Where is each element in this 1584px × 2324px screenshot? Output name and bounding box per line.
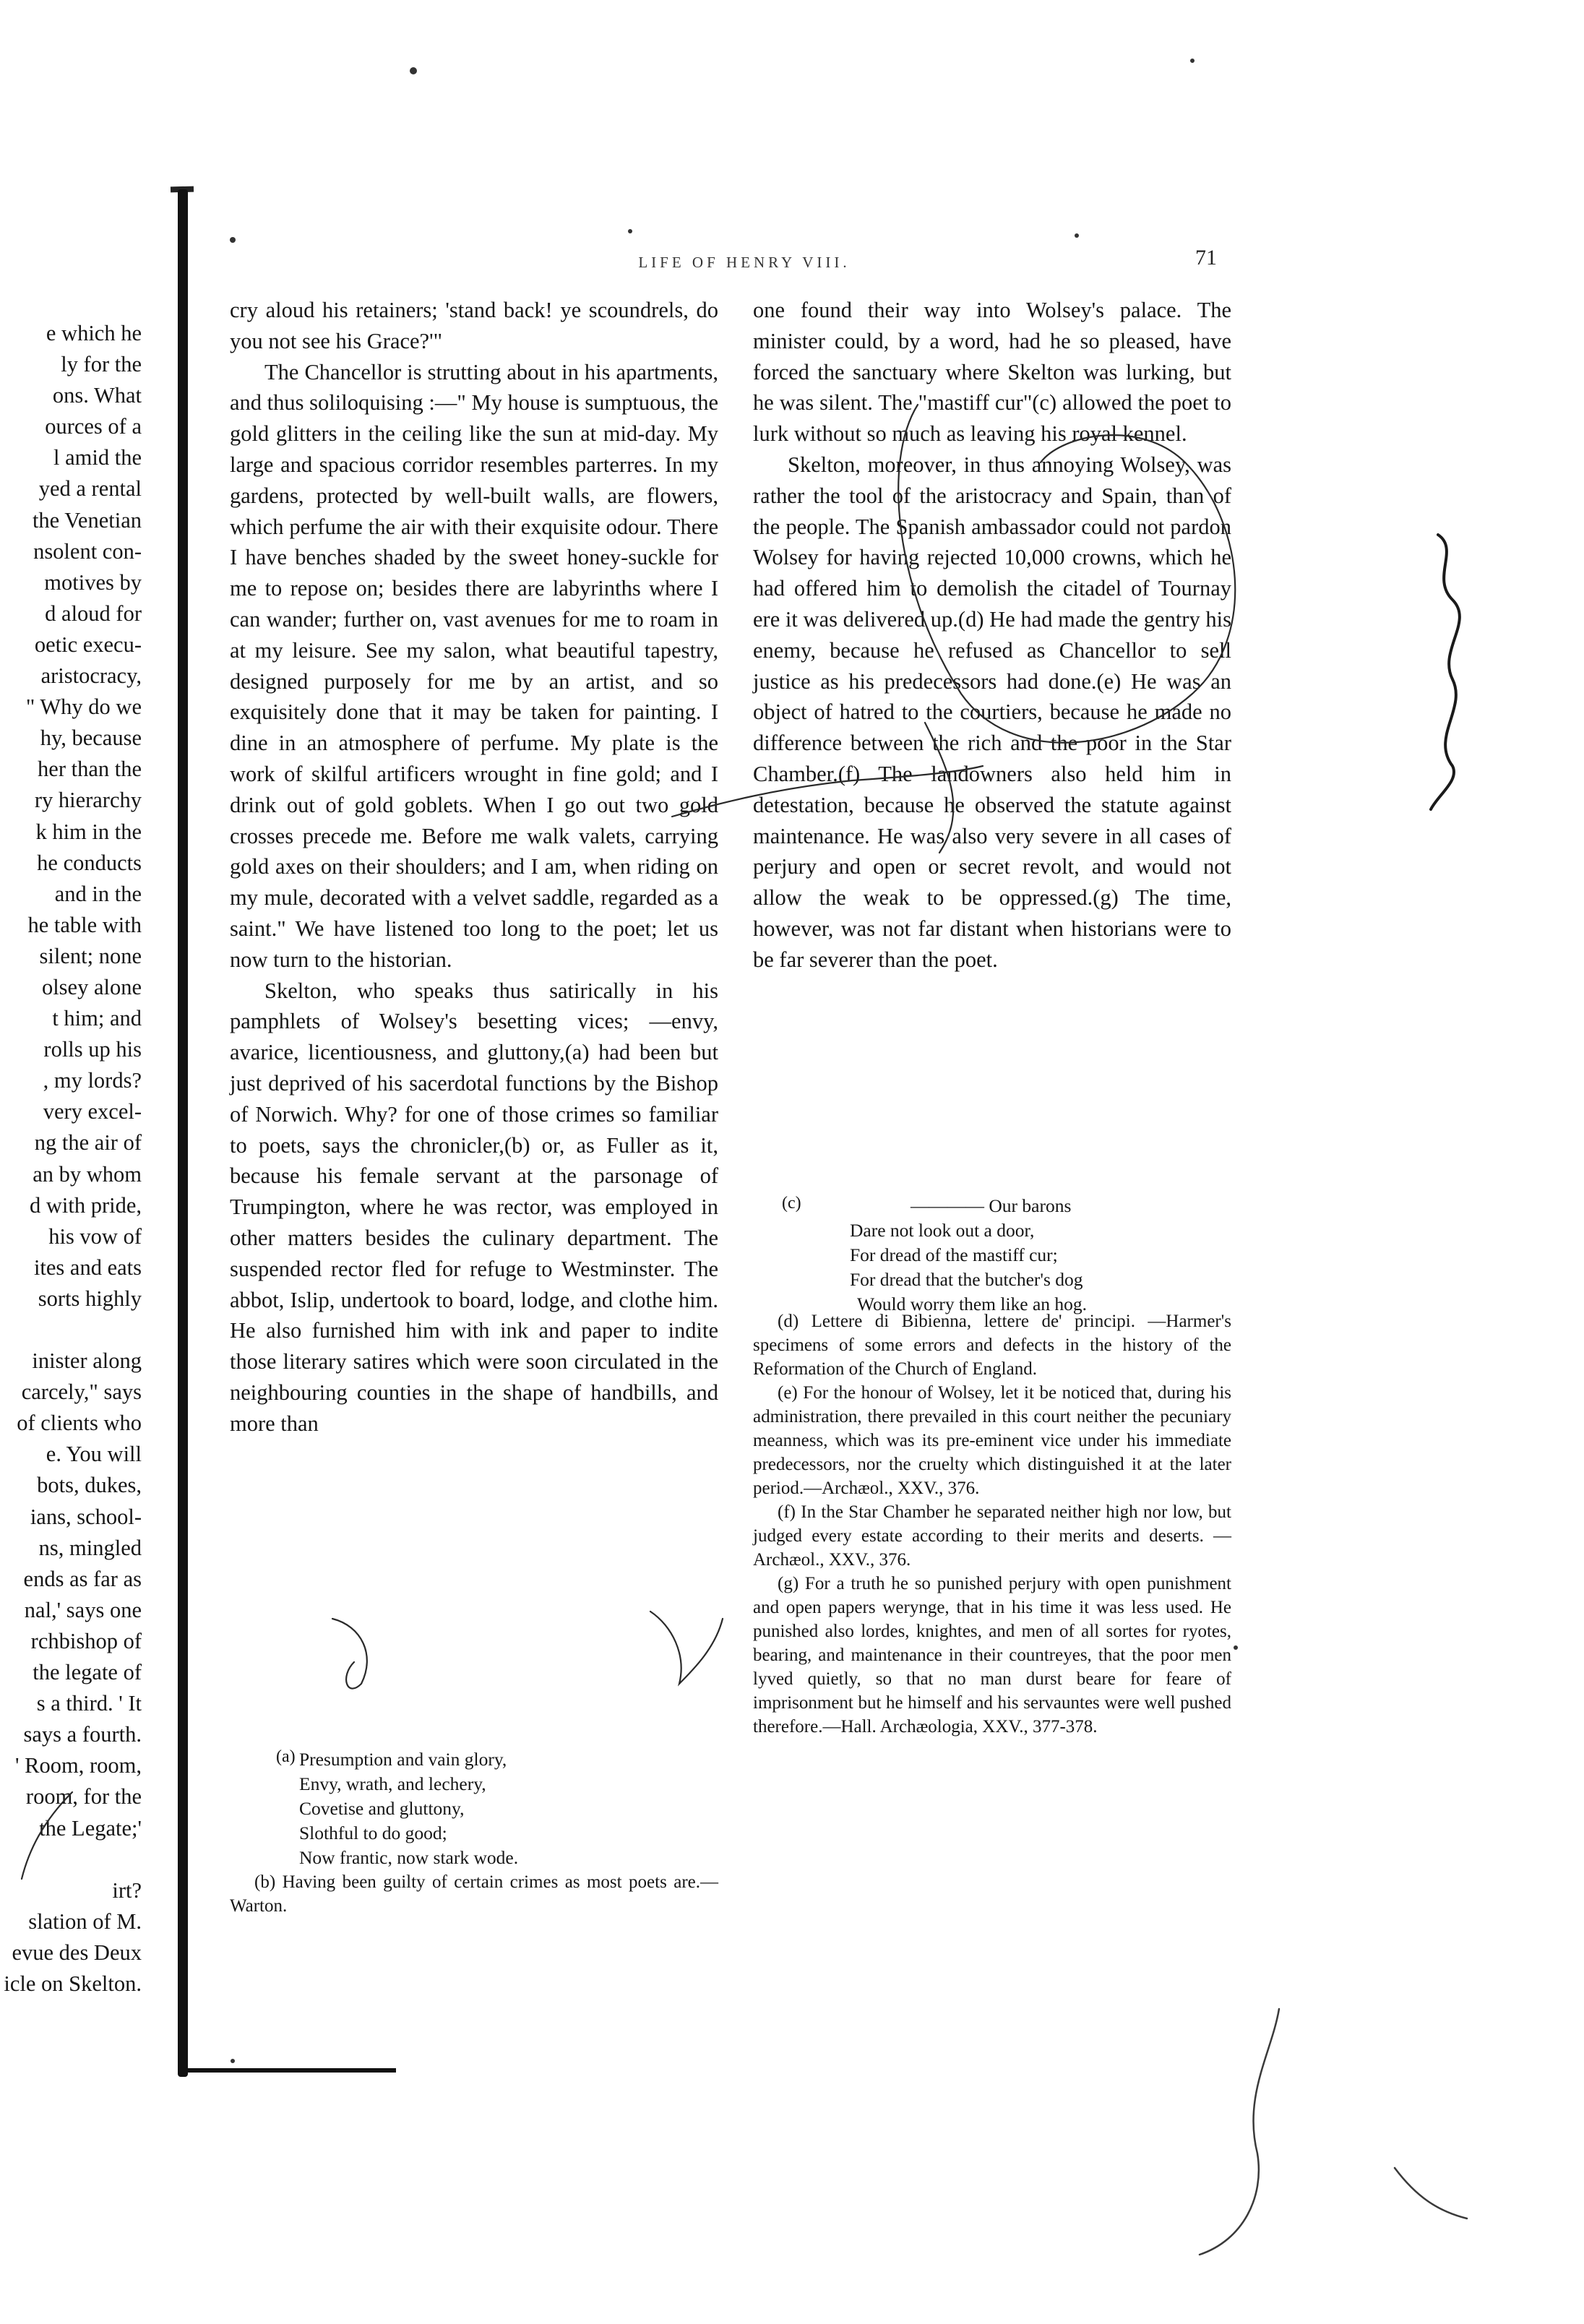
previous-page-fragment-line: he conducts	[37, 850, 142, 875]
running-head: LIFE OF HENRY VIII.	[638, 254, 851, 271]
previous-page-fragment-line: he table with	[27, 912, 142, 937]
previous-page-fragment-line: carcely," says	[21, 1380, 142, 1405]
previous-page-fragment-line: icle on Skelton.	[4, 1971, 142, 1996]
previous-page-fragment-column	[0, 318, 142, 2000]
scribble-hook	[332, 1619, 367, 1689]
verse-line: Presumption and vain glory,	[299, 1749, 507, 1770]
previous-page-fragment-line: aristocracy,	[40, 663, 142, 689]
previous-page-fragment-line: rchbishop of	[30, 1628, 142, 1653]
speck	[628, 229, 632, 233]
previous-page-fragment-line: oetic execu-	[34, 632, 142, 657]
previous-page-fragment-line: sorts highly	[38, 1286, 142, 1311]
paragraph: one found their way into Wolsey's palace. The minister could, by a word, had he so pleased, have forced the sanctuary where Skelton was lurking, but he was silent. The "mastiff cur"(c) allowed the poet to lurk without so much as leaving his royal kennel.	[753, 298, 1231, 447]
previous-page-fragment-line: of clients who	[17, 1411, 142, 1436]
previous-page-fragment-line: an by whom	[33, 1161, 142, 1187]
verse-line: For dread that the butcher's dog	[850, 1269, 1083, 1290]
previous-page-fragment-line: room, for the	[25, 1784, 142, 1809]
verse-line: Dare not look out a door,	[850, 1220, 1035, 1241]
scribble-hook	[650, 1611, 723, 1684]
verse-line: Now frantic, now stark wode.	[299, 1847, 519, 1868]
previous-page-fragment-line: ends as far as	[23, 1566, 142, 1591]
previous-page-fragment-line: " Why do we	[25, 694, 142, 720]
previous-page-fragment-line	[0, 1314, 142, 1346]
paragraph: Skelton, moreover, in thus annoying Wolsey, was rather the tool of the aristocracy and Spain, than of the people. The Spanish ambassador could not pardon Wolsey for having rejected 10,000 crowns, which he had offered him to demolish the citadel of Tournay ere it was delivered up.(d) He had made the gentry his enemy, because he refused as Chancellor to sell justice as his predecessors had done.(e) He was an object of hatred to the courtiers, because he made no difference between the rich and the poor in the Star Chamber.(f) The landowners also held him in detestation, because he observed the statute against maintenance. He was also very severe in all cases of perjury and open or secret revolt, and would not allow the weak to be oppressed.(g) The time, however, was not far distant when historians were to be far severer than the poet.	[753, 452, 1231, 972]
verse-line: For dread of the mastiff cur;	[850, 1244, 1058, 1265]
footnote: (g) For a truth he so punished perjury with open punishment and open papers werynge, that in his time it was less used. He punished also lordes, knightes, and men of all sortes for ryotes, bearing, and maintenance in their countreyes, that the poor men lyved quietly, so that no man durst beare for feare of imprisonment but he himself and his servauntes were well pushed therefore.—Hall. Archæologia, XXV., 377-378.	[753, 1574, 1231, 1736]
previous-page-fragment-line: yed a rental	[38, 476, 142, 502]
previous-page-fragment-line: e. You will	[46, 1442, 142, 1467]
footnote-verse	[753, 1194, 1231, 1317]
verse-line: Would worry them like an hog.	[857, 1294, 1088, 1314]
previous-page-fragment-line: rolls up his	[43, 1037, 142, 1062]
margin-squiggle	[1431, 535, 1460, 809]
speck	[1075, 233, 1079, 238]
right-footnotes	[753, 1309, 1231, 1739]
verse-line: Slothful to do good;	[299, 1822, 447, 1843]
page-number: 71	[1195, 246, 1217, 270]
previous-page-fragment-line: nsolent con-	[33, 538, 142, 564]
footnote-mark: (c)	[782, 1194, 801, 1213]
previous-page-fragment-line: the Venetian	[32, 507, 142, 533]
previous-page-fragment-line: inister along	[32, 1348, 142, 1374]
speck	[1234, 1645, 1238, 1650]
paragraph: The Chancellor is strutting about in his apartments, and thus soliloquising :—" My house is sumptuous, the gold glitters in the ceiling like the sun at mid-day. My large and spacious corridor resembles parterres. In my gardens, protected by well-built walls, are flowers, which perfume the air with their exquisite odour. There I have benches shaded by the sweet honey-suckle for me to repose on; besides there are labyrinths where I can wander; further on, vast avenues for me to roam in at my leisure. See my salon, what beautiful tapestry, designed purposely for me by an artist, and so exquisitely done that it may be taken for painting. I dine in an atmosphere of perfume. My plate is the work of skilful artificers wrought in fine gold; and I drink out of gold goblets. When I go out two gold crosses precede me. Before me walk valets, carrying gold axes on their shoulders; and I am, when riding on my mule, decorated with a velvet saddle, regarded as a saint." We have listened too long to the poet; let us now turn to the historian.	[230, 359, 718, 972]
speck	[1190, 59, 1195, 63]
previous-page-fragment-line: ry hierarchy	[34, 788, 142, 813]
previous-page-fragment-line: the legate of	[33, 1660, 142, 1685]
footnote: (f) In the Star Chamber he separated neither high nor low, but judged every estate according to their merits and deserts. — Archæol., XXV., 376.	[753, 1502, 1231, 1570]
previous-page-fragment-line: olsey alone	[41, 974, 142, 999]
previous-page-fragment-line: bots, dukes,	[37, 1473, 142, 1498]
verse-line: ———— Our barons	[911, 1195, 1072, 1216]
margin-squiggle	[1200, 2009, 1279, 2255]
paragraph: Skelton, who speaks thus satirically in his pamphlets of Wolsey's besetting vices; —envy, avarice, licentiousness, and gluttony,(a) had been but just deprived of his sacerdotal functions by the Bishop of Norwich. Why? for one of those crimes so familiar to poets, says the chronicler,(b) or, as Fuller as it, because his female servant at the parsonage of Trumpington, where he was rector, was employed in other matters besides the culinary department. The suspended rector fled for refuge to Westminster. The abbot, Islip, undertook to board, lodge, and clothe him. He also furnished him with ink and paper to indite those literary satires which were soon circulated in the neighbouring counties in the shape of handbills, and more than	[230, 978, 718, 1436]
previous-page-fragment-line: nal,' says one	[24, 1597, 142, 1622]
previous-page-fragment-line: ites and eats	[33, 1254, 142, 1280]
verse-lines	[850, 1194, 1087, 1317]
previous-page-fragment-line: k him in the	[35, 819, 142, 844]
paragraph: cry aloud his retainers; 'stand back! ye scoundrels, do you not see his Grace?'"	[230, 298, 718, 353]
previous-page-fragment-line: ng the air of	[34, 1130, 142, 1155]
previous-page-fragment-line: e which he	[46, 321, 142, 345]
previous-page-fragment-line: motives by	[44, 569, 142, 595]
previous-page-fragment-line: says a fourth.	[23, 1722, 142, 1747]
previous-page-fragment-line: l amid the	[53, 445, 142, 470]
previous-page-fragment-line: hy, because	[40, 726, 142, 751]
previous-page-fragment-line: slation of M.	[28, 1908, 142, 1934]
speck	[231, 2059, 235, 2063]
footnote: (b) Having been guilty of certain crimes as most poets are.—Warton.	[230, 1872, 718, 1916]
spine-shadow-bottom	[186, 2068, 396, 2073]
previous-page-fragment-line: s a third. ' It	[36, 1691, 142, 1716]
verse-line: Covetise and gluttony,	[299, 1798, 465, 1819]
previous-page-fragment-line: the Legate;'	[39, 1815, 142, 1841]
previous-page-fragment-line: d with pride,	[29, 1192, 142, 1218]
previous-page-fragment-line: ns, mingled	[38, 1535, 142, 1560]
previous-page-fragment-line: ons. What	[52, 383, 142, 408]
previous-page-fragment-line: t him; and	[52, 1006, 142, 1031]
previous-page-fragment-line: ians, school-	[30, 1504, 142, 1529]
previous-page-fragment-line: d aloud for	[45, 601, 142, 626]
previous-page-fragment-line: very excel-	[43, 1099, 142, 1124]
previous-page-fragment-line	[0, 1844, 142, 1875]
previous-page-fragment-line: silent; none	[39, 943, 142, 968]
margin-squiggle	[1395, 2168, 1467, 2218]
left-footnotes	[230, 1747, 718, 1918]
right-text-column	[753, 295, 1231, 976]
verse-line: Envy, wrath, and lechery,	[299, 1773, 486, 1794]
speck	[230, 237, 236, 243]
footnote-verse	[230, 1747, 718, 1870]
speck	[410, 67, 417, 74]
left-text-column	[230, 295, 718, 1439]
previous-page-fragment-line: evue des Deux	[12, 1940, 142, 1965]
footnote-mark: (a)	[276, 1747, 296, 1766]
previous-page-fragment-line: and in the	[54, 881, 142, 906]
footnote: (e) For the honour of Wolsey, let it be noticed that, during his administration, there prevailed in this court neither the pecuniary meanness, which was its pre-eminent vice under his immediate predecessors, nor the cruelty which distinguished it at the later period.—Archæol., XXV., 376.	[753, 1383, 1231, 1498]
previous-page-fragment-line: ources of a	[45, 414, 142, 439]
verse-lines	[299, 1747, 518, 1870]
previous-page-fragment-line: her than the	[38, 757, 142, 782]
previous-page-fragment-line: , my lords?	[43, 1068, 142, 1093]
spine-shadow	[178, 189, 188, 2077]
previous-page-fragment-line: ' Room, room,	[15, 1753, 142, 1778]
previous-page-fragment-line: his vow of	[48, 1223, 142, 1249]
previous-page-fragment-line: ly for the	[61, 352, 142, 377]
previous-page-fragment-line: irt?	[112, 1877, 142, 1903]
footnote: (d) Lettere di Bibienna, lettere de' principi. —Harmer's specimens of some errors and defects in the history of the Reformation of the Church of England.	[753, 1312, 1231, 1379]
